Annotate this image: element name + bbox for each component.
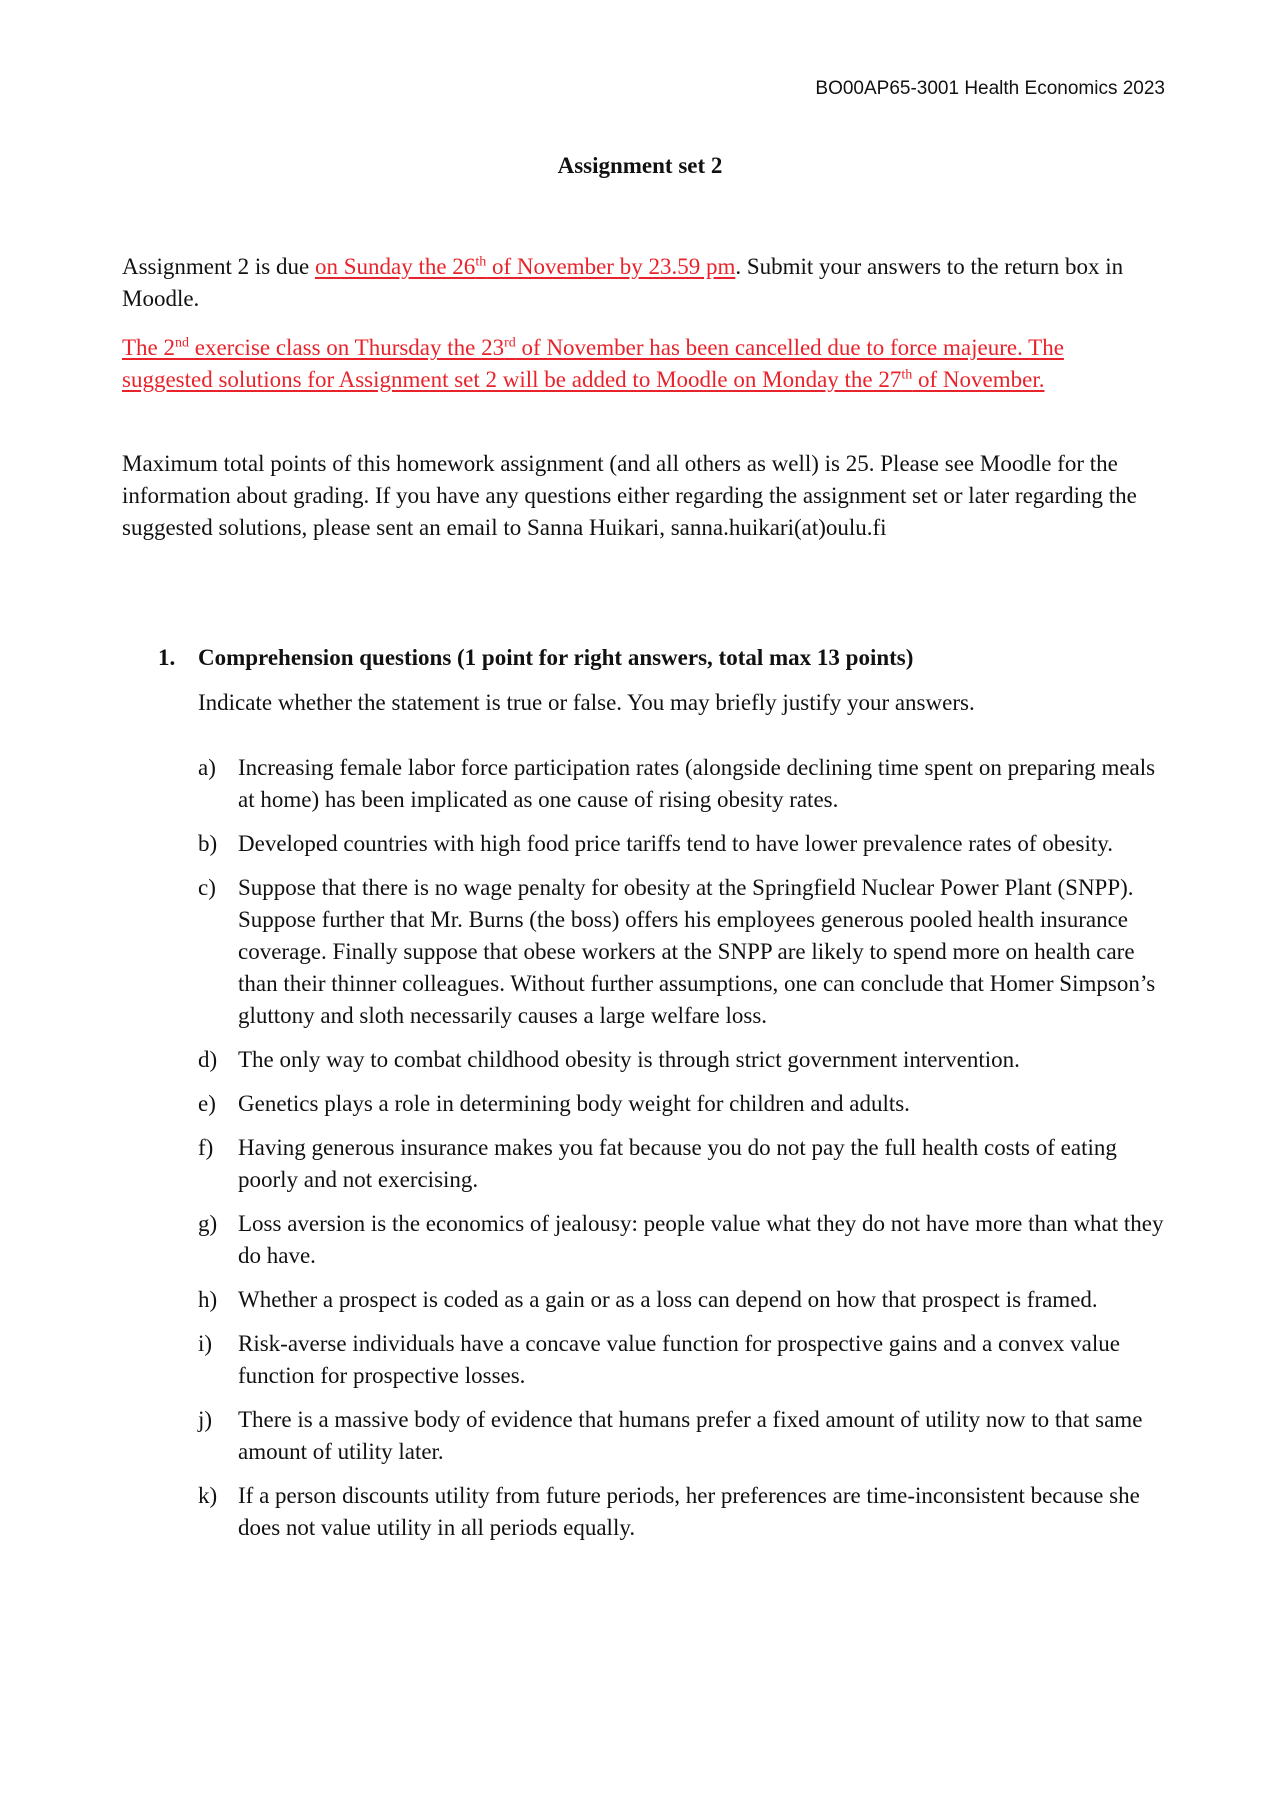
- question-letter: a): [198, 755, 216, 780]
- due-date-highlight: [315, 254, 735, 279]
- question-item: [198, 1044, 1168, 1076]
- notice-text-1: The 2: [122, 335, 176, 360]
- question-text: Having generous insurance makes you fat because you do not pay the full health costs of eating poorly and not exercising.: [238, 1135, 1117, 1192]
- question-text: Developed countries with high food price tariffs tend to have lower prevalence rates of obesity.: [238, 831, 1113, 856]
- section-heading: [158, 645, 913, 671]
- question-item: [198, 752, 1168, 816]
- question-text: There is a massive body of evidence that humans prefer a fixed amount of utility now to that same amount of utility later.: [238, 1407, 1143, 1464]
- notice-sup-2: rd: [504, 335, 516, 351]
- points-info-paragraph: Maximum total points of this homework assignment (and all others as well) is 25. Please see Moodle for the information about grading. If you have any questions either regarding the assignment set or later regarding the suggested solutions, please sent an email to Sanna Huikari, sanna.huikari(at)oulu.fi: [122, 451, 1137, 540]
- question-letter: k): [198, 1483, 218, 1508]
- question-text: Loss aversion is the economics of jealousy: people value what they do not have more than what they do have.: [238, 1211, 1164, 1268]
- question-item: [198, 1132, 1168, 1196]
- question-letter: f): [198, 1135, 214, 1160]
- question-item: [198, 1088, 1168, 1120]
- question-item: [198, 1284, 1168, 1316]
- question-letter: d): [198, 1047, 218, 1072]
- due-prefix: Assignment 2 is due: [122, 254, 315, 279]
- question-letter: h): [198, 1287, 218, 1312]
- question-item: [198, 828, 1168, 860]
- question-text: The only way to combat childhood obesity is through strict government intervention.: [238, 1047, 1020, 1072]
- document-title: Assignment set 2: [557, 153, 723, 178]
- notice-text-3: of November has been cancelled due to force majeure. The suggested solutions for Assignment set 2 will be added to Moodle on Monday the 27: [122, 335, 1064, 392]
- page-header: BO00AP65-3001 Health Economics 2023: [815, 78, 1165, 99]
- due-date-text-end: of November by 23.59 pm: [486, 254, 736, 279]
- question-item: [198, 1328, 1168, 1392]
- question-item: [198, 1404, 1168, 1468]
- due-date-paragraph: [122, 251, 1172, 315]
- notice-text-4: of November.: [912, 367, 1045, 392]
- due-date-suffix: th: [475, 254, 487, 270]
- notice-text-2: exercise class on Thursday the 23: [189, 335, 505, 360]
- question-text: Risk-averse individuals have a concave value function for prospective gains and a convex value function for prospective losses.: [238, 1331, 1120, 1388]
- section-number: 1.: [158, 645, 176, 670]
- question-item: [198, 1208, 1168, 1272]
- question-item: [198, 872, 1168, 1032]
- notice-sup-1: nd: [175, 335, 190, 351]
- notice-sup-3: th: [901, 367, 913, 383]
- question-letter: e): [198, 1091, 216, 1116]
- question-letter: b): [198, 831, 218, 856]
- question-letter: c): [198, 875, 216, 900]
- question-letter: g): [198, 1211, 218, 1236]
- question-item: [198, 1480, 1168, 1544]
- question-letter: j): [198, 1407, 213, 1432]
- question-text: Increasing female labor force participation rates (alongside declining time spent on preparing meals at home) has been implicated as one cause of rising obesity rates.: [238, 755, 1156, 812]
- section-intro: Indicate whether the statement is true or false. You may briefly justify your answers.: [198, 690, 975, 715]
- question-list: [198, 752, 1168, 1556]
- question-text: Genetics plays a role in determining body weight for children and adults.: [238, 1091, 910, 1116]
- due-date-text: on Sunday the 26: [314, 254, 476, 279]
- question-text: If a person discounts utility from future periods, her preferences are time-inconsistent because she does not value utility in all periods equally.: [238, 1483, 1140, 1540]
- due-suffix: . Submit your answers to the return box in Moodle.: [122, 254, 1124, 311]
- question-text: Whether a prospect is coded as a gain or as a loss can depend on how that prospect is framed.: [238, 1287, 1098, 1312]
- cancellation-notice: [122, 332, 1142, 396]
- question-letter: i): [198, 1331, 213, 1356]
- question-text: Suppose that there is no wage penalty for obesity at the Springfield Nuclear Power Plant (SNPP). Suppose further that Mr. Burns (the boss) offers his employees generous pooled health insurance coverage. Finally suppose that obese workers at the SNPP are likely to spend more on health care than their thinner colleagues. Without further assumptions, one can conclude that Homer Simpson’s gluttony and sloth necessarily causes a large welfare loss.: [238, 875, 1156, 1028]
- section-title: Comprehension questions (1 point for right answers, total max 13 points): [198, 645, 914, 670]
